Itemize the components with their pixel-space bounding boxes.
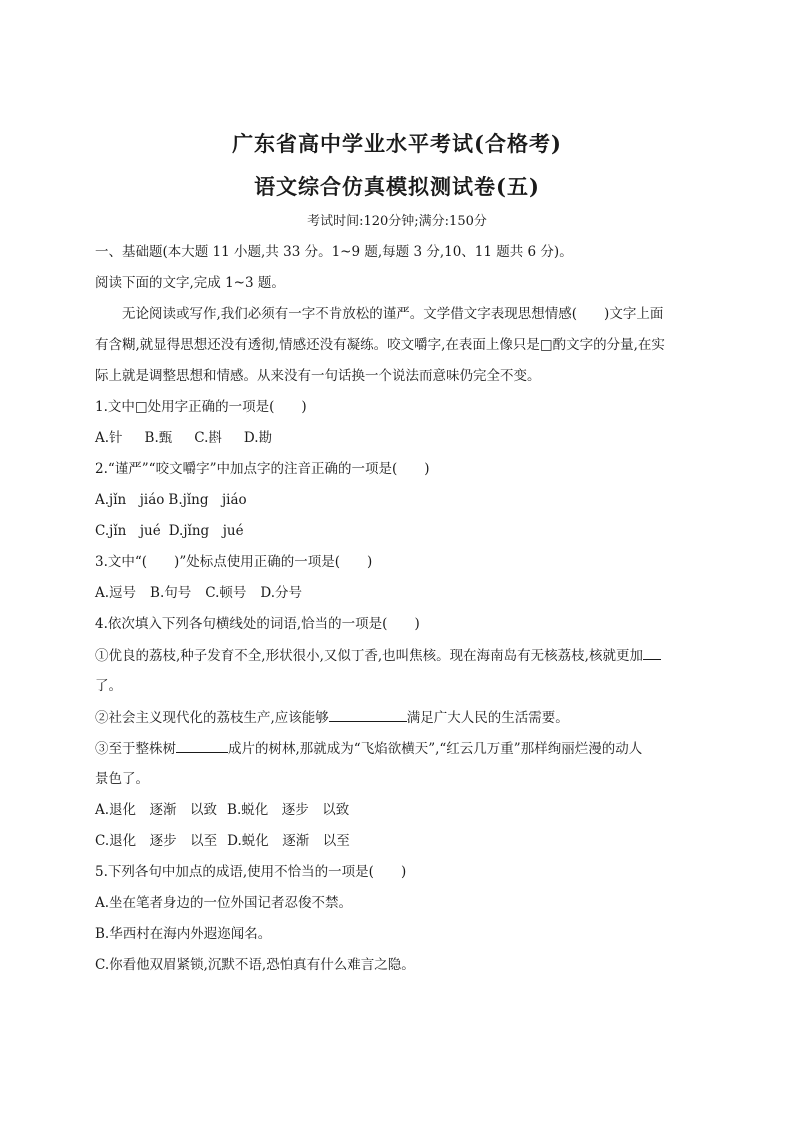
answer-blank: [176, 738, 228, 753]
question-5-stem: 5.下列各句中加点的成语,使用不恰当的一项是( ): [95, 864, 407, 880]
passage-line-1: 无论阅读或写作,我们必须有一字不肯放松的谨严。文学借文字表现思想情感( )文字上面: [122, 306, 664, 322]
sentence-text: ③至于整株树: [95, 741, 176, 757]
question-2-options-row-2: [95, 521, 705, 541]
exam-time-info: 考试时间:120分钟;满分:150分: [307, 214, 487, 229]
question-5-option-b: B.华西村在海内外遐迩闻名。: [95, 926, 272, 942]
option-b: B.jǐng jiáo: [168, 492, 247, 508]
option-c: C.顿号: [205, 585, 247, 601]
option-c: C.退化 逐步 以至: [95, 833, 218, 849]
question-2-stem: 2.“谨严”“咬文嚼字”中加点字的注音正确的一项是( ): [95, 461, 430, 477]
question-5-option-a: A.坐在笔者身边的一位外国记者忍俊不禁。: [95, 895, 353, 911]
option-d: D.勘: [243, 430, 273, 446]
option-b: B.蜕化 逐步 以致: [227, 802, 350, 818]
question-4-sentence-1: [95, 645, 705, 666]
question-5-option-c: C.你看他双眉紧锁,沉默不语,恐怕真有什么难言之隐。: [95, 957, 415, 973]
option-b: B.甄: [144, 430, 173, 446]
question-2-options-row-1: [95, 490, 705, 510]
question-4-sentence-1-cont: 了。: [95, 678, 122, 694]
sentence-text: 满足广大人民的生活需要。: [406, 710, 569, 726]
option-d: D.jǐng jué: [168, 523, 244, 539]
question-1-options: [95, 428, 705, 448]
question-4-stem: 4.依次填入下列各句横线处的词语,恰当的一项是( ): [95, 616, 420, 632]
option-a: A.jǐn jiáo: [95, 492, 165, 508]
answer-blank: [643, 645, 661, 660]
reading-instruction: 阅读下面的文字,完成 1~3 题。: [95, 275, 285, 291]
passage-line-2: 有含糊,就显得思想还没有透彻,情感还没有凝练。咬文嚼字,在表面上像只是□酌文字的分量,在实: [95, 337, 665, 353]
exam-subtitle: 语文综合仿真模拟测试卷(五): [254, 174, 540, 199]
question-4-sentence-3-cont: 景色了。: [95, 771, 149, 787]
question-4-options-row-2: [95, 831, 705, 851]
section-heading: 一、基础题(本大题 11 小题,共 33 分。1~9 题,每题 3 分,10、11 题共 6 分)。: [95, 244, 573, 260]
question-3-options: [95, 583, 705, 603]
question-1-stem: 1.文中□处用字正确的一项是( ): [95, 399, 307, 415]
option-c: C.斟: [194, 430, 222, 446]
answer-blank: [329, 707, 407, 722]
option-d: D.蜕化 逐渐 以至: [227, 833, 350, 849]
option-a: A.退化 逐渐 以致: [95, 802, 218, 818]
question-4-sentence-2: [95, 707, 705, 728]
question-3-stem: 3.文中“( )”处标点使用正确的一项是( ): [95, 554, 373, 570]
option-b: B.句号: [150, 585, 192, 601]
option-d: D.分号: [260, 585, 303, 601]
option-a: A.针: [95, 430, 123, 446]
sentence-text: 成片的树林,那就成为“飞焰欲横天”,“红云几万重”那样绚丽烂漫的动人: [228, 741, 643, 757]
sentence-text: ①优良的荔枝,种子发育不全,形状很小,又似丁香,也叫焦核。现在海南岛有无核荔枝,核就更加: [95, 648, 643, 664]
passage-line-3: 际上就是调整思想和情感。从来没有一句话换一个说法而意味仍完全不变。: [95, 368, 541, 384]
question-4-options-row-1: [95, 800, 705, 820]
option-c: C.jǐn jué: [95, 523, 161, 539]
exam-title: 广东省高中学业水平考试(合格考): [232, 131, 562, 156]
sentence-text: ②社会主义现代化的荔枝生产,应该能够: [95, 710, 329, 726]
option-a: A.逗号: [95, 585, 137, 601]
question-4-sentence-3: [95, 738, 705, 759]
